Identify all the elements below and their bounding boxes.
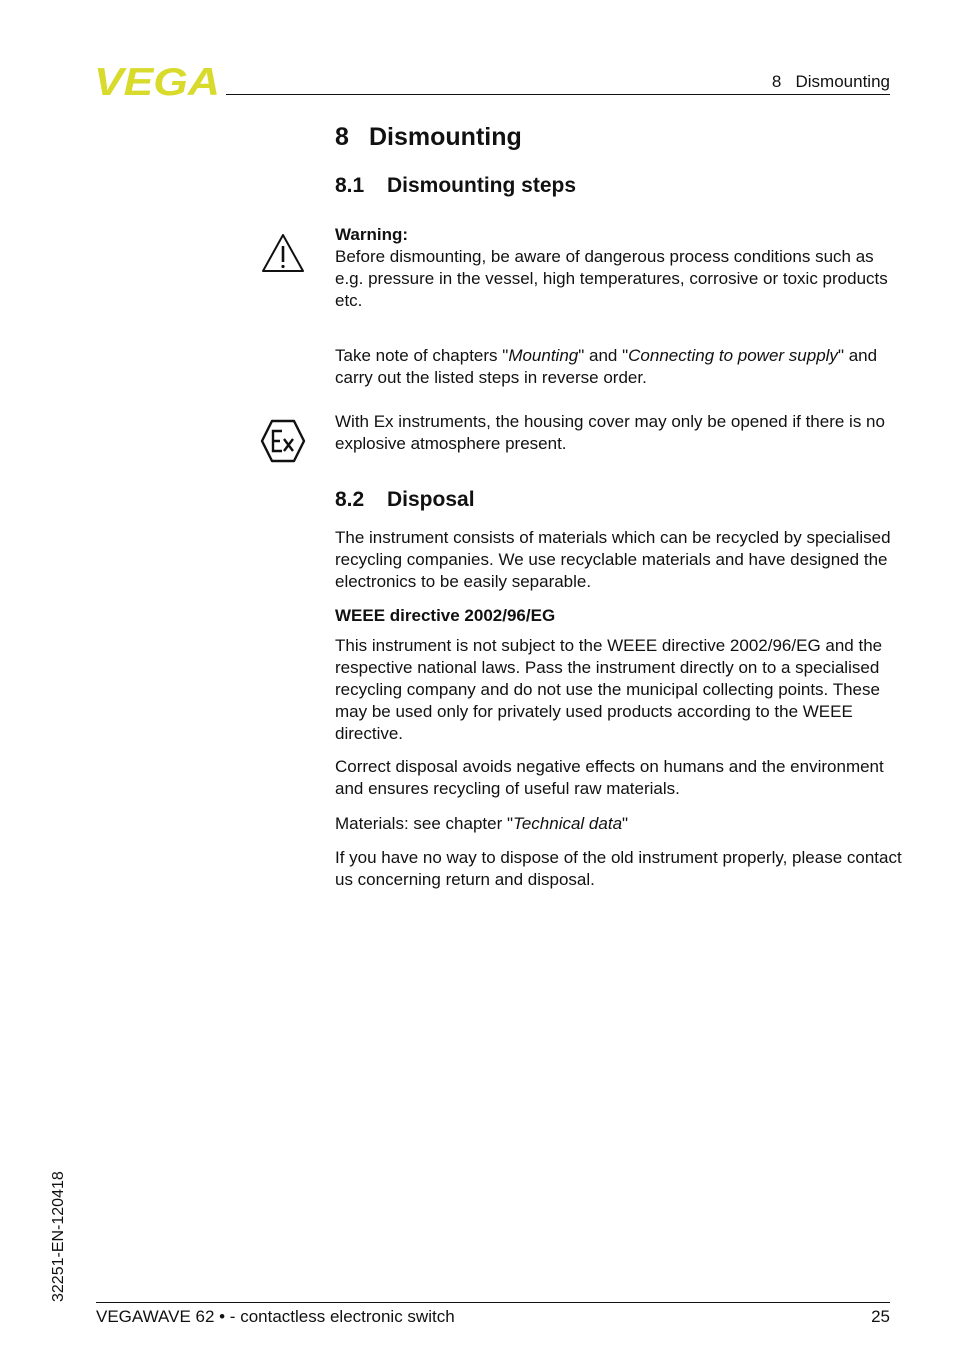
footer-rule bbox=[96, 1302, 890, 1303]
weee-paragraph bbox=[335, 635, 903, 745]
contact-text: If you have no way to dispose of the old instrument properly, please contact us concerning return and disposal. bbox=[335, 848, 902, 889]
header-rule bbox=[226, 94, 890, 95]
ex-note-text: With Ex instruments, the housing cover may only be opened if there is no explosive atmosphere present. bbox=[335, 412, 885, 453]
section-heading-8-2 bbox=[335, 488, 475, 512]
disposal-intro-text: The instrument consists of materials which can be recycled by specialised recycling companies. We use recyclable materials and have designed the electronics to be easily separable. bbox=[335, 528, 891, 591]
warning-block bbox=[335, 224, 903, 312]
svg-text:VEGA: VEGA bbox=[94, 62, 220, 100]
materials-paragraph bbox=[335, 813, 903, 835]
chapter-number: 8 bbox=[335, 123, 349, 151]
header-section-label: 8 Dismounting bbox=[771, 72, 890, 91]
materials-text-pre: Materials: see chapter " bbox=[335, 814, 514, 833]
note-text-pre: Take note of chapters " bbox=[335, 346, 509, 365]
document-id: 32251-EN-120418 bbox=[50, 1171, 67, 1302]
footer-product-title: VEGAWAVE 62 • - contactless electronic switch bbox=[96, 1307, 455, 1326]
ex-explosion-protection-icon bbox=[260, 419, 306, 463]
contact-paragraph bbox=[335, 847, 903, 891]
section-number: 8.2 bbox=[335, 488, 365, 511]
note-text-post: " and carry out the listed steps in reverse order. bbox=[335, 346, 878, 387]
disposal-intro bbox=[335, 527, 903, 593]
section-number: 8.1 bbox=[335, 174, 365, 197]
note-paragraph bbox=[335, 345, 903, 389]
vega-logo bbox=[94, 62, 222, 100]
materials-text-post: " bbox=[622, 814, 629, 833]
section-heading-8-1 bbox=[335, 174, 576, 198]
effects-paragraph bbox=[335, 756, 903, 800]
chapter-title: Dismounting bbox=[369, 123, 522, 151]
chapter-ref-technical-data: Technical data bbox=[513, 814, 623, 833]
weee-heading: WEEE directive 2002/96/EG bbox=[335, 606, 556, 625]
weee-text: This instrument is not subject to the WEEE directive 2002/96/EG and the respective national laws. Pass the instrument directly on to a specialised recycling company and do not use the municipal collecting points. These may be used only for privately used products according to the WEEE directive. bbox=[335, 636, 883, 743]
chapter-ref-mounting: Mounting bbox=[508, 346, 579, 365]
warning-label: Warning: bbox=[335, 225, 409, 244]
ex-note-paragraph bbox=[335, 411, 903, 455]
note-text-mid: " and " bbox=[578, 346, 629, 365]
section-title: Disposal bbox=[387, 488, 475, 511]
chapter-ref-connecting: Connecting to power supply bbox=[628, 346, 838, 365]
effects-text: Correct disposal avoids negative effects on humans and the environment and ensures recycling of useful raw materials. bbox=[335, 757, 884, 798]
section-title: Dismounting steps bbox=[387, 174, 577, 197]
chapter-heading bbox=[335, 123, 522, 152]
warning-text: Before dismounting, be aware of dangerous process conditions such as e.g. pressure in the vessel, high temperatures, corrosive or toxic products etc. bbox=[335, 247, 888, 310]
warning-triangle-icon bbox=[260, 232, 306, 274]
page-number: 25 bbox=[871, 1307, 890, 1326]
